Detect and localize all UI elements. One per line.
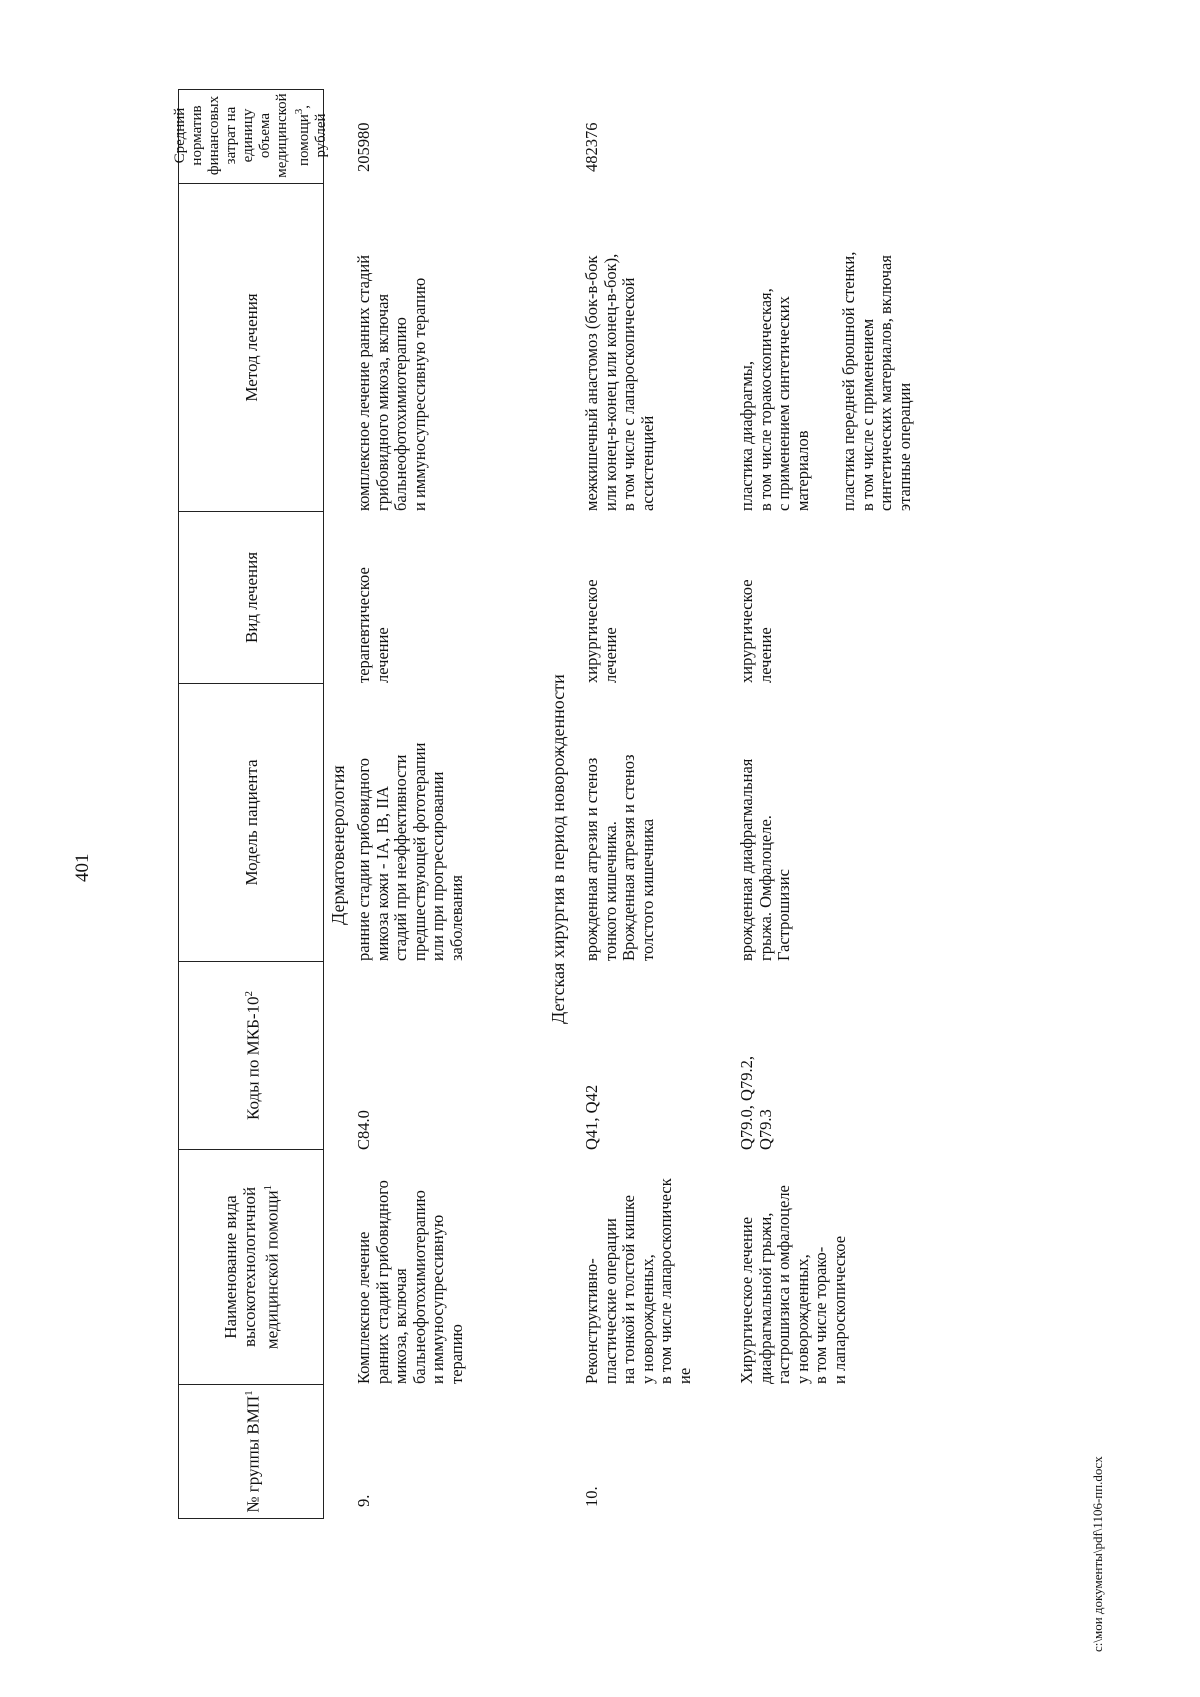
row10-model: врожденная атрезия и стеноз тонкого кишечника. Врожденная атрезия и стеноз толстого кишечника — [582, 754, 657, 961]
section-title-dermatovenerology: Дерматовенерология — [328, 765, 348, 925]
row10-method: межкишечный анастомоз (бок-в-бок или конец-в-конец или конец-в-бок), в том числе с лапароскопической ассистенцией — [582, 253, 657, 511]
row9-type: терапевтическое лечение — [354, 567, 392, 683]
header-model: Модель пациента — [179, 684, 323, 962]
header-type: Вид лечения — [179, 512, 323, 684]
row10-name: Реконструктивно- пластические операции на тонкой и толстой кишке у новорожденных, в том числе лапароскопическ ие — [582, 1178, 694, 1384]
row10b-codes: Q79.0, Q79.2, Q79.3 — [737, 1056, 775, 1150]
row10b-method-abdominal-wall: пластика передней брюшной стенки, в том числе с применением синтетических материалов, включая этапные операции — [839, 251, 914, 511]
row10b-type: хирургическое лечение — [737, 579, 775, 683]
page-number: 401 — [72, 853, 93, 882]
header-method: Метод лечения — [179, 184, 323, 512]
footer-file-path: c:\мои документы\pdf\1106-пп.docx — [1090, 1456, 1105, 1652]
header-group-no: № группы ВМП$^1$ — [242, 1390, 263, 1513]
row10b-method-diaphragm: пластика диафрагмы, в том числе торакоскопическая, с применением синтетических материалов — [737, 288, 812, 511]
row10-type: хирургическое лечение — [582, 579, 620, 683]
row10-codes: Q41, Q42 — [582, 1084, 601, 1150]
row9-name: Комплексное лечение ранних стадий грибовидного микоза, включая бальнеофотохимиотерапию и иммуносупрессивную терапию — [354, 1180, 466, 1384]
row10-cost: 482376 — [582, 122, 601, 172]
row9-cost: 205980 — [354, 122, 373, 172]
row9-model: ранние стадии грибовидного микоза кожи - IA, IB, IIA стадий при неэффективности предшествующей фототерапии или при прогрессировании заболевания — [354, 742, 466, 961]
row9-method: комплексное лечение ранних стадий грибовидного микоза, включая бальнеофотохимиотерапию и иммуносупрессивную терапию — [354, 254, 429, 511]
section-title-pediatric-surgery: Детская хирургия в период новорожденности — [548, 674, 568, 1024]
row10-number: 10. — [582, 1486, 601, 1507]
row9-number: 9. — [354, 1494, 373, 1507]
table-header — [172, 89, 329, 1519]
row10b-model: врожденная диафрагмальная грыжа. Омфалоцеле. Гастрошизис — [737, 758, 793, 961]
header-cost: Средний норматив финансовых затрат на единицу объема медицинской помощи$^3$, рублей — [179, 88, 323, 184]
header-name: Наименование вида высокотехнологичной медицинской помощи$^1$ — [179, 1150, 323, 1385]
header-codes: Коды по МКБ-$10^2$ — [179, 962, 323, 1150]
row9-codes: C84.0 — [354, 1110, 373, 1150]
row10b-name: Хирургическое лечение диафрагмальной грыжи, гастрошизиса и омфалоцеле у новорожденных, в том числе торако- и лапароскопическое — [737, 1185, 849, 1384]
